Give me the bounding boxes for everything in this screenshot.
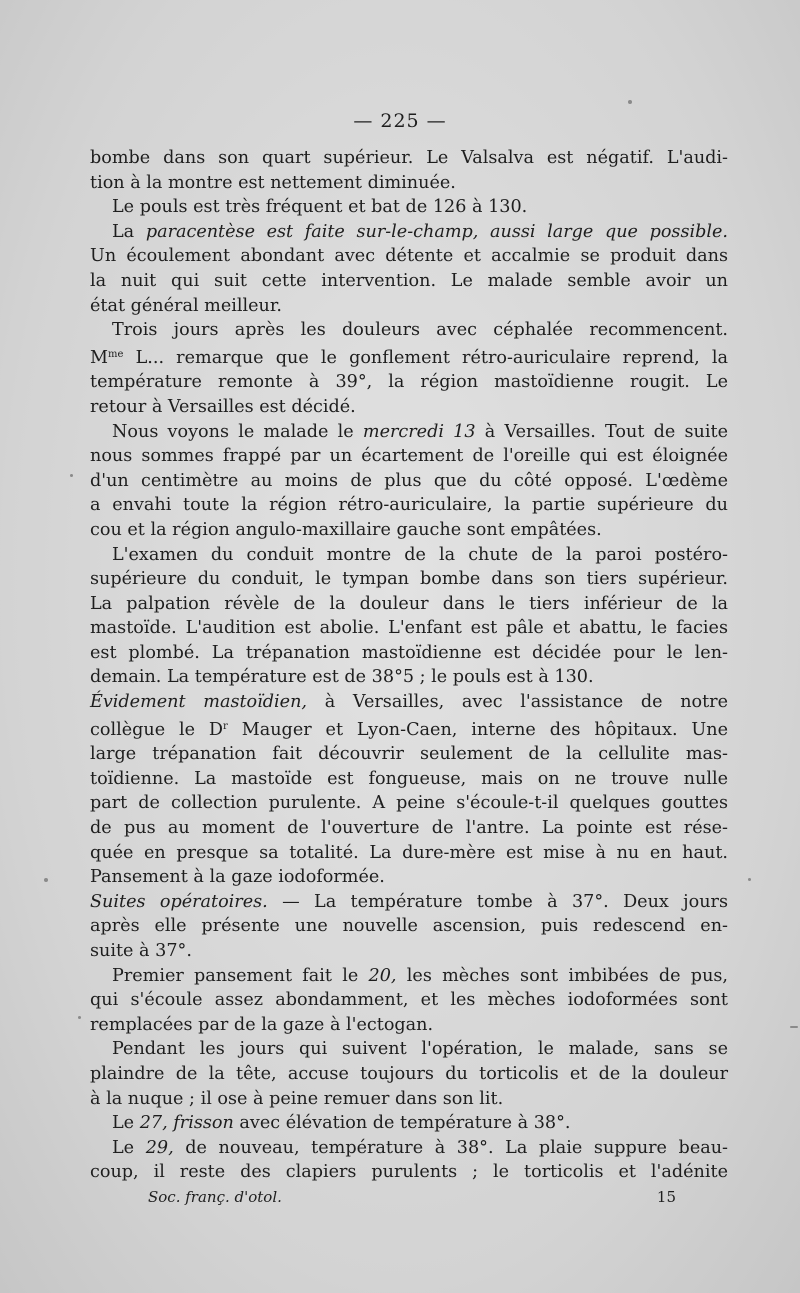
text-line — [90, 964, 728, 989]
text-line: toïdienne. La mastoïde est fongueuse, mais on ne trouve nulle — [90, 768, 728, 789]
text-fragment: avec élévation de température à 38°. — [239, 1113, 571, 1134]
text-line: coup, il reste des clapiers purulents ; le torticolis et l'adénite — [90, 1162, 728, 1183]
text-line — [90, 220, 728, 245]
text-line: part de collection purulente. A peine s'écoule-t-il quelques gouttes — [90, 793, 728, 814]
text-line: demain. La température est de 38°5 ; le pouls est à 130. — [90, 667, 594, 688]
superscript: r — [223, 720, 228, 732]
text-line — [90, 1111, 728, 1136]
text-fragment: Nous voyons le malade le — [112, 421, 354, 442]
scan-speck — [78, 1016, 81, 1019]
text-line: à la nuque ; il ose à peine remuer dans son lit. — [90, 1088, 504, 1109]
emphasis: 27, frisson — [139, 1113, 234, 1134]
text-line: la nuit qui suit cette intervention. Le malade semble avoir un — [90, 270, 728, 291]
emphasis: Évidement mastoïdien, — [90, 692, 307, 713]
scan-speck — [44, 878, 48, 882]
text-line: après elle présente une nouvelle ascension, puis redescend en- — [90, 916, 728, 937]
text-line: remplacées par de la gaze à l'ectogan. — [90, 1014, 434, 1035]
text-line: Le pouls est très fréquent et bat de 126 à 130. — [112, 197, 528, 218]
text-line: mastoïde. L'audition est abolie. L'enfant est pâle et abattu, le facies — [90, 618, 728, 639]
scan-speck — [790, 1026, 798, 1028]
text-fragment: à Versailles, avec l'assistance de notre — [324, 692, 729, 713]
text-fragment: à Versailles. Tout de suite — [484, 421, 728, 442]
page-number-header: — 225 — — [353, 110, 447, 132]
text-fragment: L... remarque que le gonflement rétro-auriculaire reprend, la — [135, 347, 728, 368]
text-line — [90, 890, 728, 915]
text-line: état général meilleur. — [90, 295, 282, 316]
text-line: Trois jours après les douleurs avec céphalée recommencent. — [112, 320, 728, 341]
text-line — [90, 420, 728, 445]
text-line — [90, 1136, 728, 1161]
text-fragment: Premier pansement fait le — [112, 965, 359, 986]
text-line: est plombé. La trépanation mastoïdienne est décidée pour le len- — [90, 642, 728, 663]
scan-speck — [70, 474, 73, 477]
text-line: supérieure du conduit, le tympan bombe dans son tiers supérieur. — [90, 569, 728, 590]
emphasis: 29, — [145, 1137, 174, 1158]
text-line: L'examen du conduit montre de la chute de la paroi postéro- — [112, 544, 728, 565]
word: M — [90, 347, 109, 368]
text-line: retour à Versailles est décidé. — [90, 396, 356, 417]
text-line — [90, 690, 728, 715]
text-line: cou et la région angulo-maxillaire gauche sont empâtées. — [90, 519, 602, 540]
text-line: suite à 37°. — [90, 941, 192, 961]
scan-speck — [748, 878, 751, 881]
text-line: large trépanation fait découvrir seulement de la cellulite mas- — [90, 744, 728, 765]
text-line: Pendant les jours qui suivent l'opération, le malade, sans se — [112, 1039, 728, 1060]
emphasis: Suites opératoires. — [90, 891, 268, 912]
emphasis: mercredi 13 — [362, 421, 476, 442]
text-fragment: — La température tombe à 37°. Deux jours — [282, 891, 728, 912]
text-line: La palpation révèle de la douleur dans le tiers inférieur de la — [90, 593, 728, 614]
text-fragment: Le — [112, 1137, 135, 1158]
emphasis: 20, — [368, 965, 397, 986]
text-fragment: les mèches sont imbibées de pus, — [406, 965, 729, 986]
text-line: Pansement à la gaze iodoformée. — [90, 867, 385, 888]
journal-name: Soc. franç. d'otol. — [148, 1188, 282, 1206]
body-text — [90, 146, 728, 1185]
text-line: Un écoulement abondant avec détente et accalmie se produit dans — [90, 246, 728, 267]
text-line — [90, 343, 728, 371]
word: La — [112, 221, 135, 242]
text-fragment: Mauger et Lyon-Caen, interne des hôpitaux. Une — [241, 719, 729, 740]
text-line: bombe dans son quart supérieur. Le Valsalva est négatif. L'audi- — [90, 148, 728, 168]
text-fragment: Le — [112, 1113, 135, 1134]
text-line: nous sommes frappé par un écartement de l'oreille qui est éloignée — [90, 446, 728, 467]
text-line: plaindre de la tête, accuse toujours du torticolis et de la douleur — [90, 1063, 728, 1084]
text-line: a envahi toute la région rétro-auriculaire, la partie supérieure du — [90, 495, 728, 516]
text-fragment: de nouveau, température à 38°. La plaie suppure beau- — [185, 1137, 728, 1158]
superscript: me — [108, 348, 124, 360]
text-line: quée en presque sa totalité. La dure-mère est mise à nu en haut. — [90, 842, 728, 863]
signature-number: 15 — [656, 1188, 676, 1206]
text-line — [90, 715, 728, 743]
text-line: température remonte à 39°, la région mastoïdienne rougit. Le — [90, 372, 728, 393]
text-line: de pus au moment de l'ouverture de l'antre. La pointe est rése- — [90, 818, 728, 839]
page-footer — [148, 1188, 676, 1206]
text-line: qui s'écoule assez abondamment, et les mèches iodoformées sont — [90, 990, 728, 1011]
text-line: tion à la montre est nettement diminuée. — [90, 172, 456, 193]
text-fragment: collègue le D — [90, 719, 224, 740]
emphasis: paracentèse est faite sur-le-champ, aussi large que possible. — [145, 221, 728, 242]
scan-speck — [628, 100, 632, 104]
text-line: d'un centimètre au moins de plus que du côté opposé. L'œdème — [90, 470, 728, 491]
